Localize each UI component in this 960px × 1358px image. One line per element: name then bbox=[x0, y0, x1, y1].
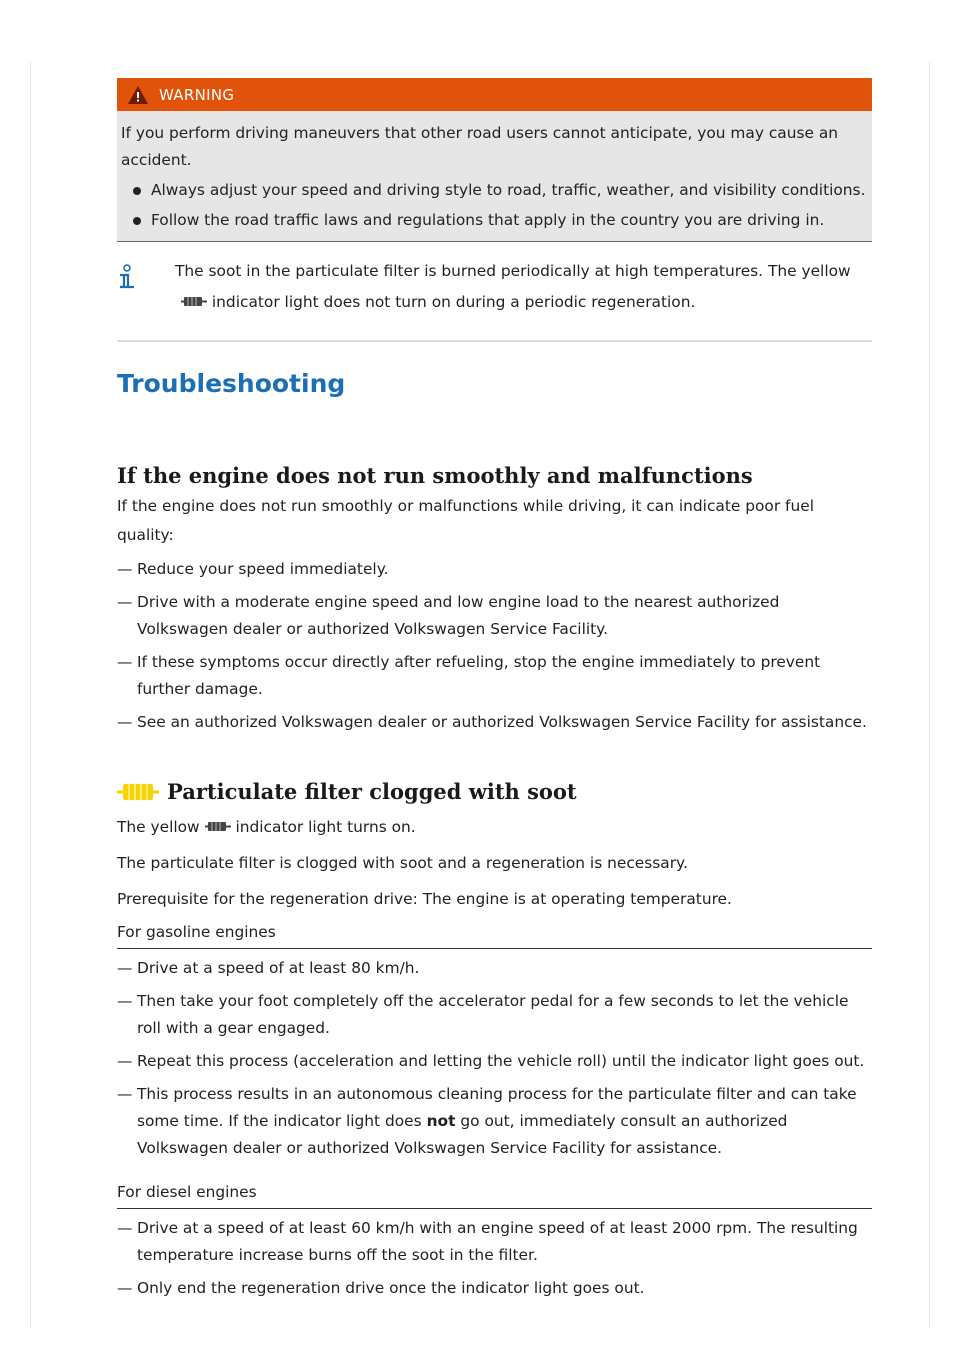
warning-bullet-text: Always adjust your speed and driving style to road, traffic, weather, and visibility conditions. bbox=[151, 181, 866, 199]
gasoline-subheading: For gasoline engines bbox=[117, 918, 872, 949]
filter-clogged-text: The particulate filter is clogged with soot and a regeneration is necessary. bbox=[117, 854, 688, 872]
list-item: — Only end the regeneration drive once the indicator light goes out. bbox=[117, 1279, 645, 1297]
list-item: — Drive at a speed of at least 80 km/h. bbox=[117, 959, 420, 977]
list-item: — Drive at a speed of at least 60 km/h with an engine speed of at least 2000 rpm. The resulting temperature increase burns off the soot in the filter. bbox=[117, 1219, 858, 1264]
info-icon bbox=[117, 264, 137, 292]
note-line-2: indicator light does not turn on during a periodic regeneration. bbox=[211, 293, 696, 311]
gasoline-steps bbox=[117, 955, 872, 1162]
page-margin-line-left bbox=[30, 62, 31, 1328]
emphasis-not: not bbox=[426, 1112, 456, 1130]
particulate-filter-warning-icon bbox=[117, 780, 159, 804]
warning-triangle-icon bbox=[127, 85, 149, 105]
page-margin-line-right bbox=[929, 62, 930, 1328]
warning-bullet-text: Follow the road traffic laws and regulations that apply in the country you are driving in. bbox=[151, 211, 825, 229]
list-item: — Reduce your speed immediately. bbox=[117, 560, 389, 578]
filter-light-text: The yellow indicator light turns on. bbox=[117, 818, 416, 836]
info-note bbox=[117, 256, 872, 342]
engine-heading: If the engine does not run smoothly and malfunctions bbox=[117, 463, 753, 488]
warning-header bbox=[117, 78, 872, 111]
warning-bullet bbox=[121, 207, 868, 234]
note-line-2-wrap bbox=[175, 287, 851, 318]
engine-intro: If the engine does not run smoothly or malfunctions while driving, it can indicate poor fuel quality: bbox=[117, 497, 814, 544]
bullet-dot bbox=[133, 187, 141, 195]
warning-label: WARNING bbox=[159, 85, 235, 104]
particulate-filter-icon bbox=[181, 295, 207, 308]
list-item: — This process results in an autonomous cleaning process for the particulate filter and can take some time. If the indicator light does not go out, immediately consult an authorized Volkswagen dealer or authorized Volkswagen Service Facility for assistance. bbox=[117, 1085, 857, 1157]
list-item: — If these symptoms occur directly after refueling, stop the engine immediately to prevent further damage. bbox=[117, 653, 821, 698]
page-content bbox=[117, 78, 872, 1302]
note-line-1: The soot in the particulate filter is burned periodically at high temperatures. The yellow bbox=[175, 262, 851, 280]
filter-prereq-text: Prerequisite for the regeneration drive: The engine is at operating temperature. bbox=[117, 890, 732, 908]
warning-bullet bbox=[121, 177, 868, 204]
list-item: — See an authorized Volkswagen dealer or authorized Volkswagen Service Facility for assistance. bbox=[117, 713, 867, 731]
list-item: — Then take your foot completely off the accelerator pedal for a few seconds to let the vehicle roll with a gear engaged. bbox=[117, 992, 849, 1037]
diesel-subheading: For diesel engines bbox=[117, 1178, 872, 1209]
filter-heading-row bbox=[117, 778, 872, 805]
section-title: Troubleshooting bbox=[117, 369, 346, 398]
engine-steps bbox=[117, 556, 872, 736]
warning-body bbox=[117, 111, 872, 242]
list-item: — Repeat this process (acceleration and letting the vehicle roll) until the indicator light goes out. bbox=[117, 1052, 865, 1070]
warning-box bbox=[117, 78, 872, 242]
list-item: — Drive with a moderate engine speed and low engine load to the nearest authorized Volkswagen dealer or authorized Volkswagen Service Facility. bbox=[117, 593, 780, 638]
particulate-filter-icon bbox=[205, 820, 231, 833]
warning-intro: If you perform driving maneuvers that other road users cannot anticipate, you may cause an accident. bbox=[121, 124, 839, 169]
filter-heading: Particulate filter clogged with soot bbox=[167, 779, 577, 804]
bullet-dot bbox=[133, 217, 141, 225]
diesel-steps bbox=[117, 1215, 872, 1302]
